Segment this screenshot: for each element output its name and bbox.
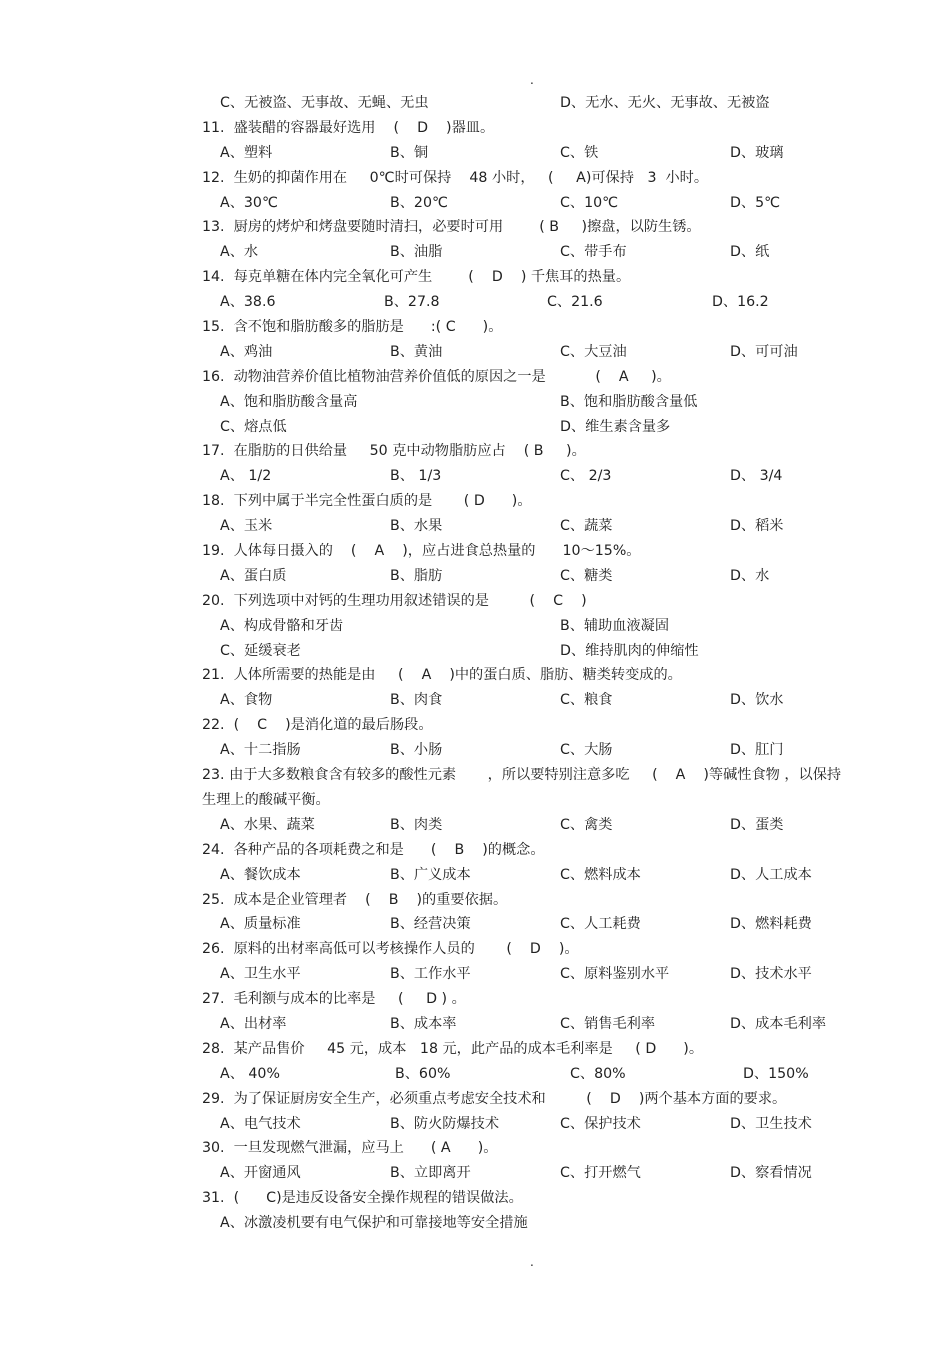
- question-text: 28. 某产品售价 45 元，成本 18 元，此产品的成本毛利率是 ( D )。: [202, 1040, 704, 1057]
- answer-option: A、构成骨骼和牙齿: [220, 617, 344, 634]
- answer-option: C、21.6: [547, 294, 603, 311]
- options-row: [202, 614, 862, 639]
- question-text: 12. 生奶的抑菌作用在 0℃时可保持 48 小时， ( A)可保持 3 小时。: [202, 169, 709, 186]
- answer-option: C、蔬菜: [560, 518, 613, 535]
- options-row: [202, 464, 862, 489]
- answer-option: B、油脂: [390, 244, 443, 261]
- answer-option: B、水果: [390, 518, 443, 535]
- page-mark-top: .: [530, 73, 534, 87]
- answer-option: A、玉米: [220, 518, 273, 535]
- answer-option: C、大肠: [560, 742, 613, 759]
- answer-option: C、禽类: [560, 816, 613, 833]
- answer-option: D、纸: [730, 244, 770, 261]
- answer-option: B、铜: [390, 144, 429, 161]
- question-text: 20. 下列选项中对钙的生理功用叙述错误的是 ( C ): [202, 592, 587, 609]
- answer-option: B、饱和脂肪酸含量低: [560, 393, 698, 410]
- answer-option: C、 2/3: [560, 468, 612, 485]
- question-list: [202, 91, 862, 1236]
- answer-option: A、食物: [220, 692, 273, 709]
- answer-option: C、10℃: [560, 194, 619, 211]
- answer-option: B、立即离开: [390, 1165, 471, 1182]
- options-row: [202, 1012, 862, 1037]
- options-row: [202, 564, 862, 589]
- question-text: 29. 为了保证厨房安全生产，必须重点考虑安全技术和 ( D )两个基本方面的要求。: [202, 1090, 787, 1107]
- question-text: 25. 成本是企业管理者 ( B )的重要依据。: [202, 891, 508, 908]
- answer-option: A、水: [220, 244, 259, 261]
- answer-option: B、成本率: [390, 1015, 457, 1032]
- options-row: [202, 962, 862, 987]
- page-mark-bottom: .: [530, 1255, 534, 1269]
- question-text: 26. 原料的出材率高低可以考核操作人员的 ( D )。: [202, 941, 579, 958]
- answer-option: C、大豆油: [560, 343, 627, 360]
- answer-option: B、20℃: [390, 194, 448, 211]
- answer-option: D、维生素含量多: [560, 418, 671, 435]
- answer-option: C、带手布: [560, 244, 627, 261]
- options-row: [202, 738, 862, 763]
- answer-option: A、餐饮成本: [220, 866, 301, 883]
- options-row: [202, 688, 862, 713]
- answer-option: C、80%: [570, 1065, 626, 1082]
- answer-option: A、电气技术: [220, 1115, 301, 1132]
- answer-option: D、肛门: [730, 742, 784, 759]
- answer-option: D、燃料耗费: [730, 916, 812, 933]
- question-text: 24. 各种产品的各项耗费之和是 ( B )的概念。: [202, 841, 545, 858]
- answer-option: A、卫生水平: [220, 966, 301, 983]
- options-row: [202, 290, 862, 315]
- answer-option: A、十二指肠: [220, 742, 301, 759]
- answer-option: B、工作水平: [390, 966, 471, 983]
- answer-option: A、30℃: [220, 194, 278, 211]
- answer-option: C、铁: [560, 144, 599, 161]
- answer-option: B、脂肪: [390, 567, 443, 584]
- question-text: 13. 厨房的烤炉和烤盘要随时清扫，必要时可用 ( B )擦盘，以防生锈。: [202, 219, 701, 236]
- answer-option: B、广义成本: [390, 866, 471, 883]
- answer-option: C、无被盗、无事故、无蝇、无虫: [220, 95, 429, 111]
- options-row: [202, 91, 862, 116]
- question-text: 18. 下列中属于半完全性蛋白质的是 ( D )。: [202, 493, 532, 510]
- answer-option: C、熔点低: [220, 418, 287, 435]
- answer-option: A、 1/2: [220, 468, 272, 485]
- answer-option: B、小肠: [390, 742, 443, 759]
- answer-option: D、技术水平: [730, 966, 812, 983]
- answer-option: D、人工成本: [730, 866, 812, 883]
- options-row: [202, 639, 862, 664]
- answer-option: C、糖类: [560, 567, 613, 584]
- answer-option: B、60%: [395, 1065, 451, 1082]
- answer-option: C、打开燃气: [560, 1165, 641, 1182]
- answer-option: D、水: [730, 567, 770, 584]
- answer-option: D、稻米: [730, 518, 784, 535]
- answer-option: D、维持肌肉的伸缩性: [560, 642, 699, 659]
- question-text: 生理上的酸碱平衡。: [202, 791, 330, 808]
- options-row: [202, 1112, 862, 1137]
- answer-option: B、 1/3: [390, 468, 442, 485]
- option-line: A、冰激凌机要有电气保护和可靠接地等安全措施: [220, 1215, 528, 1232]
- answer-option: B、经营决策: [390, 916, 471, 933]
- question-text: 23. 由于大多数粮食含有较多的酸性元素 ，所以要特别注意多吃 ( A )等碱性食物 ，以保持: [202, 767, 842, 784]
- question-text: 16. 动物油营养价值比植物油营养价值低的原因之一是 ( A )。: [202, 368, 671, 385]
- question-text: 21. 人体所需要的热能是由 ( A )中的蛋白质、脂肪、糖类转变成的。: [202, 667, 682, 684]
- answer-option: D、蛋类: [730, 816, 784, 833]
- answer-option: A、水果、蔬菜: [220, 816, 315, 833]
- answer-option: D、成本毛利率: [730, 1015, 827, 1032]
- answer-option: D、 3/4: [730, 468, 783, 485]
- options-row: [202, 863, 862, 888]
- answer-option: D、150%: [743, 1065, 809, 1082]
- answer-option: A、塑料: [220, 144, 273, 161]
- answer-option: A、出材率: [220, 1015, 287, 1032]
- answer-option: A、38.6: [220, 294, 276, 311]
- answer-option: A、饱和脂肪酸含量高: [220, 393, 358, 410]
- question-text: 14. 每克单糖在体内完全氧化可产生 ( D ) 千焦耳的热量。: [202, 269, 631, 286]
- question-text: 11. 盛装醋的容器最好选用 ( D )器皿。: [202, 119, 495, 136]
- options-row: [202, 912, 862, 937]
- options-row: [202, 1161, 862, 1186]
- answer-option: C、延缓衰老: [220, 642, 301, 659]
- answer-option: A、蛋白质: [220, 567, 287, 584]
- answer-option: C、保护技术: [560, 1115, 641, 1132]
- question-text: 17. 在脂肪的日供给量 50 克中动物脂肪应占 ( B )。: [202, 443, 586, 460]
- options-row: [202, 813, 862, 838]
- options-row: [202, 1062, 862, 1087]
- answer-option: B、防火防爆技术: [390, 1115, 500, 1132]
- answer-option: D、5℃: [730, 194, 781, 211]
- question-text: 22. ( C )是消化道的最后肠段。: [202, 717, 433, 734]
- answer-option: C、粮食: [560, 692, 613, 709]
- question-text: 19. 人体每日摄入的 ( A )，应占进食总热量的 10～15%。: [202, 543, 641, 560]
- question-text: 30. 一旦发现燃气泄漏，应马上 ( A )。: [202, 1140, 498, 1157]
- options-row: [202, 340, 862, 365]
- options-row: [202, 415, 862, 440]
- options-row: [202, 390, 862, 415]
- answer-option: A、鸡油: [220, 343, 273, 360]
- answer-option: A、质量标准: [220, 916, 301, 933]
- options-row: [202, 240, 862, 265]
- options-row: [202, 141, 862, 166]
- answer-option: B、黄油: [390, 343, 443, 360]
- answer-option: A、开窗通风: [220, 1165, 301, 1182]
- answer-option: D、可可油: [730, 343, 798, 360]
- question-text: 31. ( C)是违反设备安全操作规程的错误做法。: [202, 1190, 523, 1207]
- answer-option: D、饮水: [730, 692, 784, 709]
- answer-option: D、卫生技术: [730, 1115, 812, 1132]
- options-row: [202, 191, 862, 216]
- question-text: 15. 含不饱和脂肪酸多的脂肪是 :( C )。: [202, 319, 503, 336]
- answer-option: B、肉类: [390, 816, 443, 833]
- answer-option: C、燃料成本: [560, 866, 641, 883]
- answer-option: D、16.2: [712, 294, 769, 311]
- answer-option: B、肉食: [390, 692, 443, 709]
- answer-option: C、人工耗费: [560, 916, 641, 933]
- answer-option: B、27.8: [384, 294, 440, 311]
- answer-option: C、原料鉴别水平: [560, 966, 670, 983]
- answer-option: D、玻璃: [730, 144, 784, 161]
- answer-option: D、无水、无火、无事故、无被盗: [560, 95, 770, 111]
- answer-option: A、 40%: [220, 1065, 280, 1082]
- question-text: 27. 毛利额与成本的比率是 ( D ) 。: [202, 991, 466, 1008]
- options-row: [202, 514, 862, 539]
- answer-option: C、销售毛利率: [560, 1015, 656, 1032]
- answer-option: D、察看情况: [730, 1165, 812, 1182]
- answer-option: B、辅助血液凝固: [560, 617, 670, 634]
